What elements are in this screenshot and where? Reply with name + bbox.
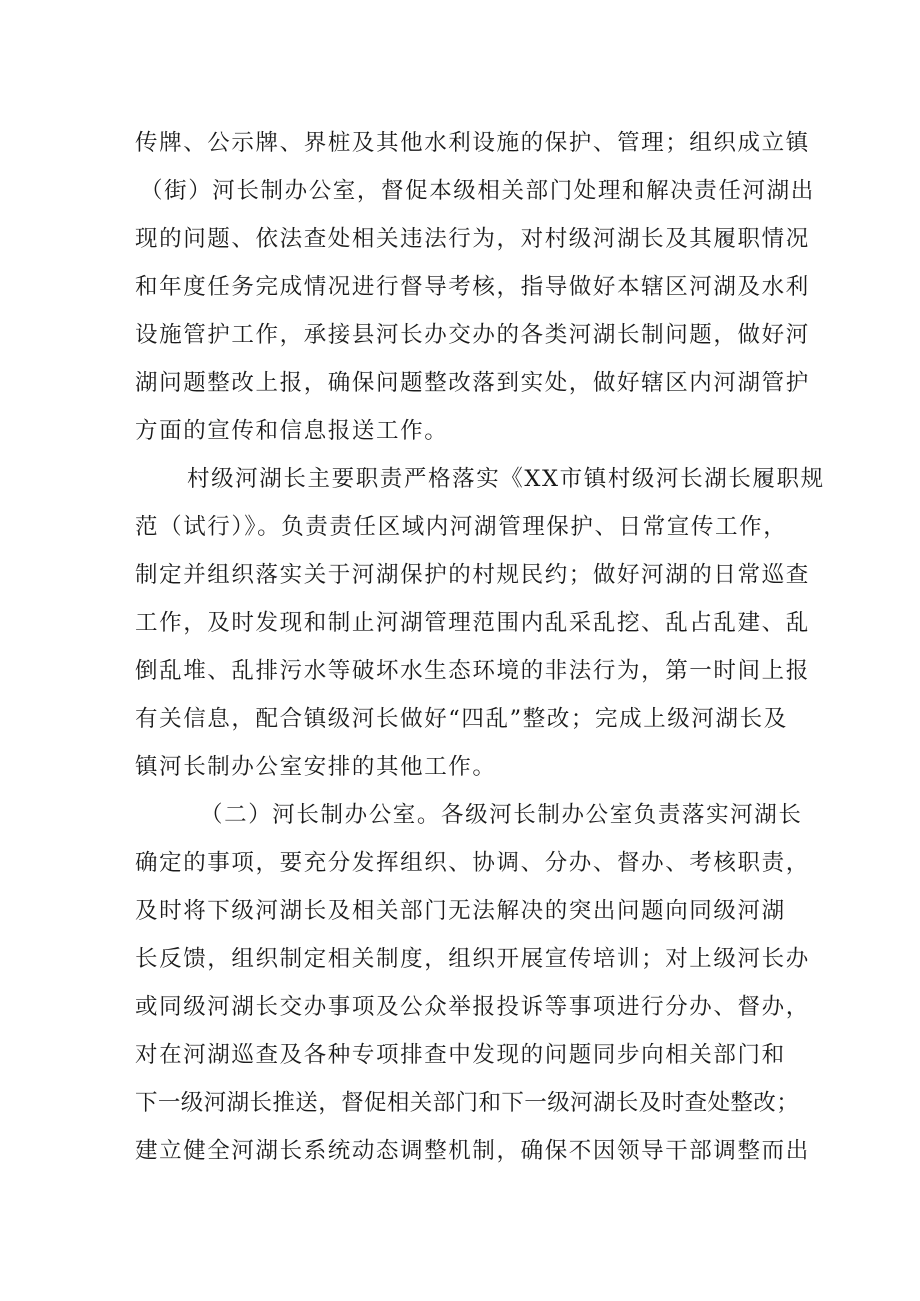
text-line: 建立健全河湖长系统动态调整机制，确保不因领导干部调整而出 — [135, 1138, 810, 1164]
text-line: 工作，及时发现和制止河湖管理范围内乱采乱挖、乱占乱建、乱 — [135, 610, 810, 636]
text-line: 现的问题、依法查处相关违法行为，对村级河湖长及其履职情况 — [135, 226, 810, 252]
text-line: 确定的事项，要充分发挥组织、协调、分办、督办、考核职责， — [135, 850, 810, 876]
text-line: 制定并组织落实关于河湖保护的村规民约；做好河湖的日常巡查 — [135, 562, 810, 588]
text-line: 传牌、公示牌、界桩及其他水利设施的保护、管理；组织成立镇 — [135, 130, 810, 156]
text-line: 湖问题整改上报，确保问题整改落到实处，做好辖区内河湖管护 — [135, 370, 810, 396]
text-line: 和年度任务完成情况进行督导考核，指导做好本辖区河湖及水利 — [135, 274, 810, 300]
text-line: （街）河长制办公室，督促本级相关部门处理和解决责任河湖出 — [140, 178, 815, 204]
text-line: 方面的宣传和信息报送工作。 — [135, 418, 449, 444]
text-line: 对在河湖巡查及各种专项排查中发现的问题同步向相关部门和 — [135, 1042, 786, 1068]
text-line: 或同级河湖长交办事项及公众举报投诉等事项进行分办、督办， — [135, 994, 810, 1020]
text-line: 及时将下级河湖长及相关部门无法解决的突出问题向同级河湖 — [135, 898, 786, 924]
text-line: 倒乱堆、乱排污水等破坏水生态环境的非法行为，第一时间上报 — [135, 658, 810, 684]
paragraph-first-line: 村级河湖长主要职责严格落实《XX市镇村级河长湖长履职规 — [187, 466, 825, 492]
text-line: 有关信息，配合镇级河长做好“四乱”整改；完成上级河湖长及 — [135, 706, 788, 732]
text-line: 范（试行）》。负责责任区域内河湖管理保护、日常宣传工作， — [135, 514, 788, 540]
text-line: 下一级河湖长推送，督促相关部门和下一级河湖长及时查处整改； — [135, 1090, 800, 1116]
text-line: 设施管护工作，承接县河长办交办的各类河湖长制问题，做好河 — [135, 322, 810, 348]
section-heading-line: （二）河长制办公室。各级河长制办公室负责落实河湖长 — [200, 802, 803, 828]
text-line: 长反馈，组织制定相关制度，组织开展宣传培训；对上级河长办 — [135, 946, 810, 972]
text-line: 镇河长制办公室安排的其他工作。 — [135, 754, 497, 780]
